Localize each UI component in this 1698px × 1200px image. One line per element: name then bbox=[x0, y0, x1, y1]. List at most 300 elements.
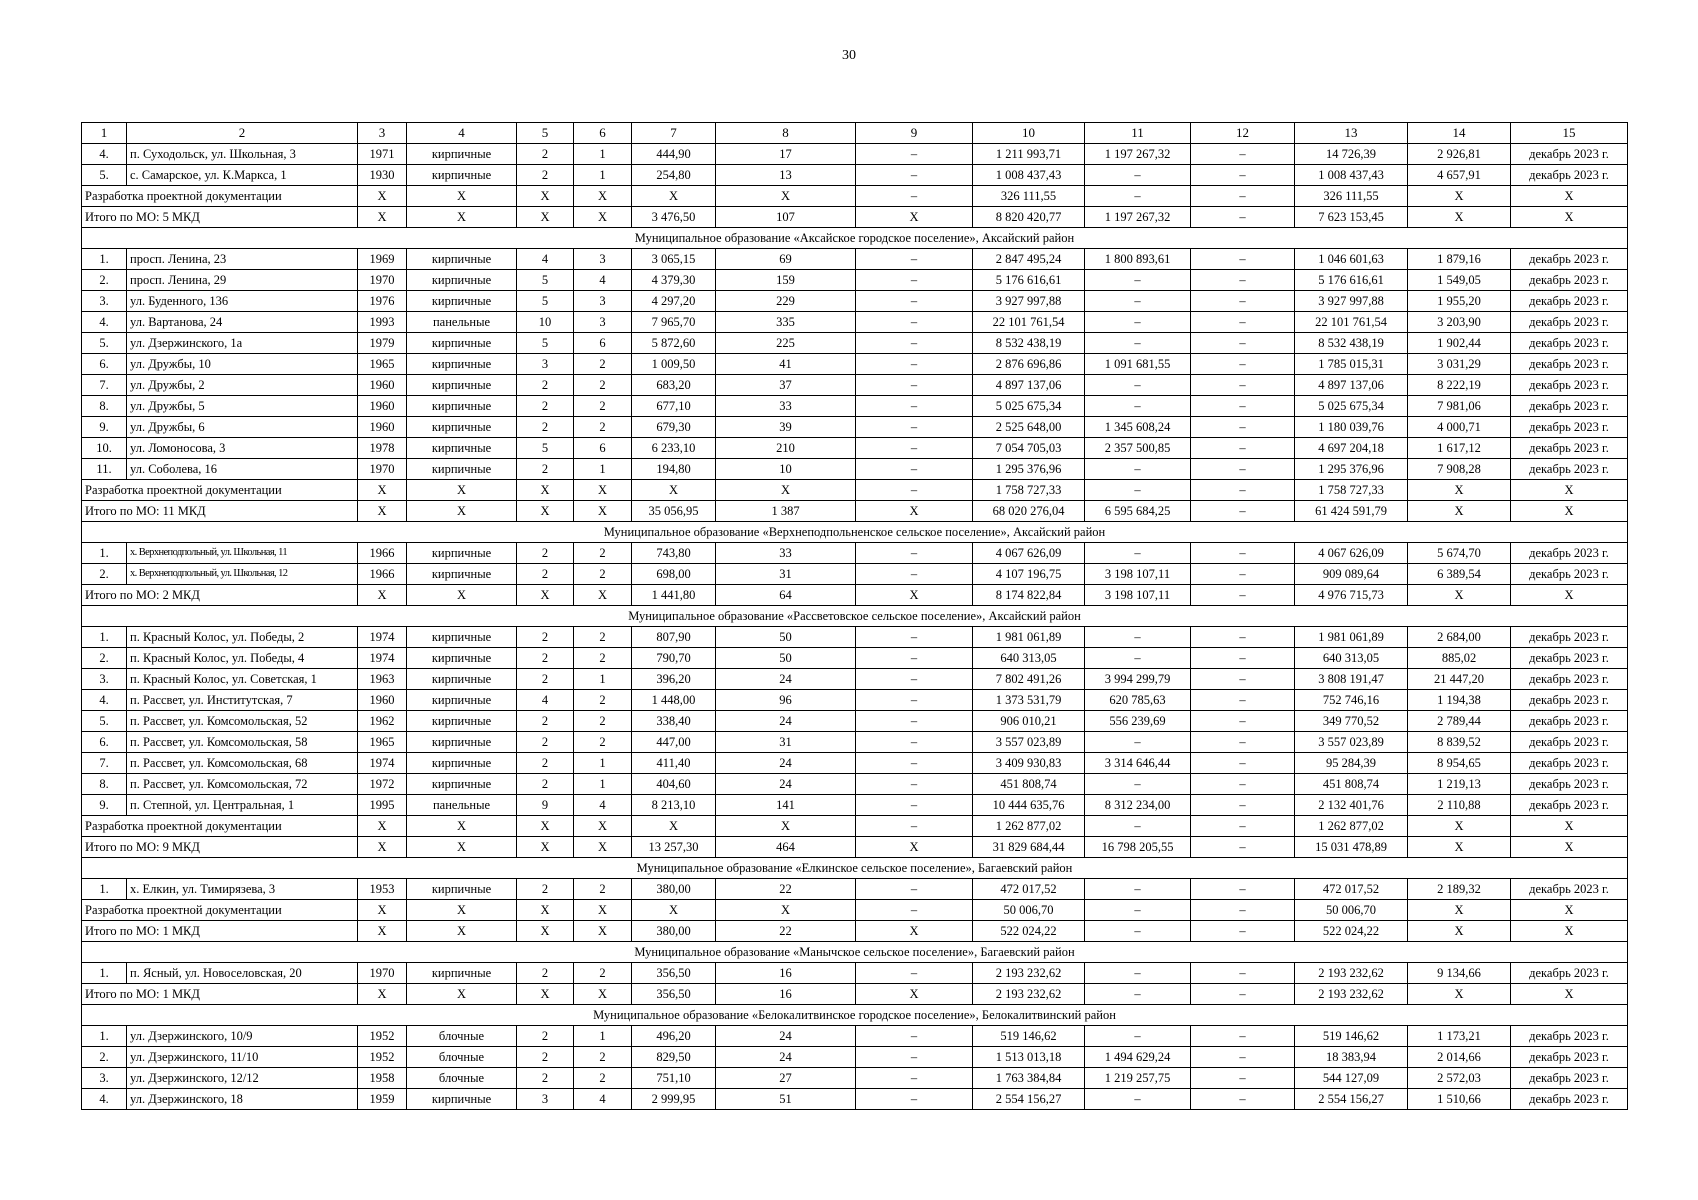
table-cell: Х bbox=[407, 501, 517, 522]
table-cell: Х bbox=[407, 900, 517, 921]
table-cell: 5 176 616,61 bbox=[973, 270, 1085, 291]
table-cell: 95 284,39 bbox=[1295, 753, 1408, 774]
table-cell: 411,40 bbox=[632, 753, 716, 774]
table-cell: – bbox=[1191, 900, 1295, 921]
table-cell: 2 bbox=[517, 543, 574, 564]
table-cell: Х bbox=[407, 207, 517, 228]
table-cell: 1 bbox=[574, 144, 632, 165]
column-number: 15 bbox=[1511, 123, 1628, 144]
column-number: 14 bbox=[1408, 123, 1511, 144]
table-cell: – bbox=[856, 291, 973, 312]
address-cell: ул. Дзержинского, 1а bbox=[127, 333, 358, 354]
table-cell: 5 bbox=[517, 291, 574, 312]
table-cell: декабрь 2023 г. bbox=[1511, 165, 1628, 186]
table-cell: 4 067 626,09 bbox=[973, 543, 1085, 564]
table-cell: декабрь 2023 г. bbox=[1511, 438, 1628, 459]
address-cell: ул. Дзержинского, 11/10 bbox=[127, 1047, 358, 1068]
table-cell: 2 193 232,62 bbox=[1295, 984, 1408, 1005]
table-cell: 1 197 267,32 bbox=[1085, 144, 1191, 165]
table-cell: 752 746,16 bbox=[1295, 690, 1408, 711]
summary-row bbox=[82, 984, 1628, 1005]
table-cell: 210 bbox=[716, 438, 856, 459]
table-cell: 3 557 023,89 bbox=[973, 732, 1085, 753]
table-cell: 1 211 993,71 bbox=[973, 144, 1085, 165]
address-cell: ул. Дружбы, 6 bbox=[127, 417, 358, 438]
table-cell: 1 173,21 bbox=[1408, 1026, 1511, 1047]
table-cell: 2 bbox=[517, 879, 574, 900]
table-cell: 8 954,65 bbox=[1408, 753, 1511, 774]
address-cell: п. Рассвет, ул. Комсомольская, 58 bbox=[127, 732, 358, 753]
table-cell: 2 bbox=[574, 396, 632, 417]
table-cell: 4 107 196,75 bbox=[973, 564, 1085, 585]
table-cell: Х bbox=[574, 207, 632, 228]
table-cell: декабрь 2023 г. bbox=[1511, 459, 1628, 480]
table-cell: декабрь 2023 г. bbox=[1511, 249, 1628, 270]
table-cell: Х bbox=[856, 921, 973, 942]
row-number-cell: 4. bbox=[82, 144, 127, 165]
table-cell: Х bbox=[358, 816, 407, 837]
table-cell: 2 bbox=[517, 144, 574, 165]
table-cell: 61 424 591,79 bbox=[1295, 501, 1408, 522]
table-cell: – bbox=[1191, 375, 1295, 396]
table-cell: – bbox=[1085, 396, 1191, 417]
table-cell: 35 056,95 bbox=[632, 501, 716, 522]
table-cell: Х bbox=[358, 921, 407, 942]
table-cell: 1 bbox=[574, 774, 632, 795]
table-cell: 225 bbox=[716, 333, 856, 354]
table-cell: – bbox=[1085, 543, 1191, 564]
row-number-cell: 6. bbox=[82, 354, 127, 375]
table-cell: 1966 bbox=[358, 543, 407, 564]
table-cell: – bbox=[856, 144, 973, 165]
table-cell: 2 bbox=[517, 459, 574, 480]
table-cell: – bbox=[856, 1089, 973, 1110]
table-cell: 698,00 bbox=[632, 564, 716, 585]
table-cell: 16 bbox=[716, 963, 856, 984]
table-cell: 1962 bbox=[358, 711, 407, 732]
table-cell: Х bbox=[716, 480, 856, 501]
table-cell: Х bbox=[407, 585, 517, 606]
table-cell: 1 219 257,75 bbox=[1085, 1068, 1191, 1089]
table-cell: 50 006,70 bbox=[1295, 900, 1408, 921]
table-cell: 3 065,15 bbox=[632, 249, 716, 270]
table-body bbox=[82, 123, 1628, 1110]
table-cell: – bbox=[1085, 921, 1191, 942]
table-cell: 1 758 727,33 bbox=[1295, 480, 1408, 501]
table-cell: – bbox=[1085, 627, 1191, 648]
table-cell: Х bbox=[716, 186, 856, 207]
table-cell: – bbox=[1191, 312, 1295, 333]
table-cell: 447,00 bbox=[632, 732, 716, 753]
table-cell: 8 213,10 bbox=[632, 795, 716, 816]
section-header-row bbox=[82, 858, 1628, 879]
table-cell: 620 785,63 bbox=[1085, 690, 1191, 711]
row-number-cell: 2. bbox=[82, 270, 127, 291]
table-cell: – bbox=[1085, 900, 1191, 921]
table-cell: 3 bbox=[574, 291, 632, 312]
table-cell: декабрь 2023 г. bbox=[1511, 270, 1628, 291]
row-number-cell: 4. bbox=[82, 1089, 127, 1110]
address-cell: ул. Дружбы, 2 bbox=[127, 375, 358, 396]
table-cell: – bbox=[856, 690, 973, 711]
table-cell: кирпичные bbox=[407, 249, 517, 270]
row-number-cell: 3. bbox=[82, 291, 127, 312]
table-cell: кирпичные bbox=[407, 564, 517, 585]
table-row bbox=[82, 1047, 1628, 1068]
table-cell: – bbox=[1085, 648, 1191, 669]
table-cell: Х bbox=[517, 501, 574, 522]
table-cell: 1966 bbox=[358, 564, 407, 585]
address-cell: п. Рассвет, ул. Комсомольская, 72 bbox=[127, 774, 358, 795]
table-cell: Х bbox=[856, 837, 973, 858]
table-cell: Х bbox=[856, 501, 973, 522]
table-row bbox=[82, 774, 1628, 795]
table-cell: 1 448,00 bbox=[632, 690, 716, 711]
table-cell: 2 bbox=[517, 774, 574, 795]
table-cell: декабрь 2023 г. bbox=[1511, 795, 1628, 816]
table-cell: 1 046 601,63 bbox=[1295, 249, 1408, 270]
table-cell: 556 239,69 bbox=[1085, 711, 1191, 732]
table-cell: Х bbox=[517, 900, 574, 921]
table-cell: 24 bbox=[716, 1026, 856, 1047]
table-cell: 3 927 997,88 bbox=[1295, 291, 1408, 312]
section-header-row bbox=[82, 942, 1628, 963]
table-cell: 829,50 bbox=[632, 1047, 716, 1068]
table-cell: Х bbox=[517, 186, 574, 207]
table-cell: – bbox=[1085, 732, 1191, 753]
table-cell: Х bbox=[632, 186, 716, 207]
summary-label: Итого по МО: 1 МКД bbox=[82, 921, 358, 942]
table-cell: 4 897 137,06 bbox=[1295, 375, 1408, 396]
table-cell: 356,50 bbox=[632, 984, 716, 1005]
table-cell: 2 bbox=[574, 879, 632, 900]
table-cell: – bbox=[1191, 1068, 1295, 1089]
table-cell: 349 770,52 bbox=[1295, 711, 1408, 732]
table-cell: 51 bbox=[716, 1089, 856, 1110]
table-cell: Х bbox=[574, 585, 632, 606]
address-cell: п. Ясный, ул. Новоселовская, 20 bbox=[127, 963, 358, 984]
row-number-cell: 5. bbox=[82, 333, 127, 354]
table-cell: 1930 bbox=[358, 165, 407, 186]
table-row bbox=[82, 396, 1628, 417]
table-row bbox=[82, 1026, 1628, 1047]
table-cell: 2 bbox=[517, 1047, 574, 1068]
table-cell: 807,90 bbox=[632, 627, 716, 648]
address-cell: х. Елкин, ул. Тимирязева, 3 bbox=[127, 879, 358, 900]
table-cell: 380,00 bbox=[632, 921, 716, 942]
table-cell: – bbox=[856, 564, 973, 585]
table-cell: декабрь 2023 г. bbox=[1511, 1047, 1628, 1068]
table-cell: 22 bbox=[716, 879, 856, 900]
table-cell: Х bbox=[574, 501, 632, 522]
table-cell: – bbox=[856, 1068, 973, 1089]
table-cell: 1 bbox=[574, 669, 632, 690]
table-cell: 3 557 023,89 bbox=[1295, 732, 1408, 753]
row-number-cell: 1. bbox=[82, 879, 127, 900]
table-cell: 1 955,20 bbox=[1408, 291, 1511, 312]
table-cell: – bbox=[856, 816, 973, 837]
table-cell: 677,10 bbox=[632, 396, 716, 417]
table-cell: 1960 bbox=[358, 690, 407, 711]
row-number-cell: 2. bbox=[82, 648, 127, 669]
table-cell: – bbox=[1085, 375, 1191, 396]
address-cell: ул. Соболева, 16 bbox=[127, 459, 358, 480]
section-title: Муниципальное образование «Верхнеподпольненское сельское поселение», Аксайский район bbox=[82, 522, 1628, 543]
table-cell: 2 132 401,76 bbox=[1295, 795, 1408, 816]
table-cell: 1 008 437,43 bbox=[1295, 165, 1408, 186]
table-cell: 1 373 531,79 bbox=[973, 690, 1085, 711]
table-cell: Х bbox=[407, 837, 517, 858]
table-row bbox=[82, 711, 1628, 732]
table-cell: 472 017,52 bbox=[973, 879, 1085, 900]
table-cell: 8 532 438,19 bbox=[1295, 333, 1408, 354]
address-cell: п. Красный Колос, ул. Советская, 1 bbox=[127, 669, 358, 690]
table-cell: 396,20 bbox=[632, 669, 716, 690]
table-cell: 6 389,54 bbox=[1408, 564, 1511, 585]
table-cell: 2 bbox=[574, 354, 632, 375]
table-cell: 1 510,66 bbox=[1408, 1089, 1511, 1110]
table-cell: 5 bbox=[517, 270, 574, 291]
table-cell: декабрь 2023 г. bbox=[1511, 417, 1628, 438]
summary-row bbox=[82, 816, 1628, 837]
address-cell: п. Красный Колос, ул. Победы, 4 bbox=[127, 648, 358, 669]
table-cell: Х bbox=[358, 837, 407, 858]
table-cell: 3 bbox=[517, 1089, 574, 1110]
table-cell: 37 bbox=[716, 375, 856, 396]
table-cell: – bbox=[1085, 774, 1191, 795]
table-cell: – bbox=[1191, 207, 1295, 228]
table-row bbox=[82, 543, 1628, 564]
table-cell: 31 bbox=[716, 564, 856, 585]
address-cell: х. Верхнеподпольный, ул. Школьная, 12 bbox=[127, 564, 358, 585]
table-cell: кирпичные bbox=[407, 417, 517, 438]
table-cell: Х bbox=[1511, 921, 1628, 942]
table-cell: 451 808,74 bbox=[1295, 774, 1408, 795]
table-cell: – bbox=[856, 963, 973, 984]
table-row bbox=[82, 249, 1628, 270]
table-row bbox=[82, 291, 1628, 312]
table-cell: – bbox=[1191, 396, 1295, 417]
table-cell: – bbox=[1191, 669, 1295, 690]
section-header-row bbox=[82, 522, 1628, 543]
table-cell: 2 bbox=[517, 1026, 574, 1047]
table-cell: декабрь 2023 г. bbox=[1511, 669, 1628, 690]
table-row bbox=[82, 1089, 1628, 1110]
table-cell: 2 bbox=[517, 711, 574, 732]
table-cell: 31 829 684,44 bbox=[973, 837, 1085, 858]
table-cell: 2 bbox=[574, 1047, 632, 1068]
table-cell: – bbox=[856, 270, 973, 291]
address-cell: ул. Дзержинского, 18 bbox=[127, 1089, 358, 1110]
address-cell: п. Рассвет, ул. Комсомольская, 52 bbox=[127, 711, 358, 732]
table-row bbox=[82, 669, 1628, 690]
table-cell: 2 999,95 bbox=[632, 1089, 716, 1110]
table-row bbox=[82, 564, 1628, 585]
table-cell: 885,02 bbox=[1408, 648, 1511, 669]
section-title: Муниципальное образование «Елкинское сельское поселение», Багаевский район bbox=[82, 858, 1628, 879]
table-cell: кирпичные bbox=[407, 144, 517, 165]
table-cell: Х bbox=[407, 186, 517, 207]
table-cell: 16 bbox=[716, 984, 856, 1005]
address-cell: ул. Дружбы, 10 bbox=[127, 354, 358, 375]
table-cell: 141 bbox=[716, 795, 856, 816]
table-cell: 404,60 bbox=[632, 774, 716, 795]
summary-label: Разработка проектной документации bbox=[82, 480, 358, 501]
table-cell: 1978 bbox=[358, 438, 407, 459]
table-cell: – bbox=[1191, 564, 1295, 585]
table-cell: 1963 bbox=[358, 669, 407, 690]
address-cell: ул. Ломоносова, 3 bbox=[127, 438, 358, 459]
table-cell: 1974 bbox=[358, 627, 407, 648]
table-cell: 5 176 616,61 bbox=[1295, 270, 1408, 291]
table-cell: – bbox=[1191, 732, 1295, 753]
address-cell: х. Верхнеподпольный, ул. Школьная, 11 bbox=[127, 543, 358, 564]
table-cell: 7 981,06 bbox=[1408, 396, 1511, 417]
table-cell: Х bbox=[517, 816, 574, 837]
table-cell: декабрь 2023 г. bbox=[1511, 753, 1628, 774]
table-cell: 1 219,13 bbox=[1408, 774, 1511, 795]
table-cell: – bbox=[1191, 585, 1295, 606]
table-cell: – bbox=[1191, 984, 1295, 1005]
table-cell: 2 bbox=[517, 732, 574, 753]
table-cell: 3 bbox=[517, 354, 574, 375]
table-cell: 1952 bbox=[358, 1026, 407, 1047]
table-cell: 522 024,22 bbox=[1295, 921, 1408, 942]
table-cell: Х bbox=[1511, 186, 1628, 207]
table-cell: 2 554 156,27 bbox=[973, 1089, 1085, 1110]
table-cell: 4 bbox=[574, 795, 632, 816]
table-cell: блочные bbox=[407, 1047, 517, 1068]
table-cell: 6 bbox=[574, 333, 632, 354]
table-row bbox=[82, 312, 1628, 333]
column-number-row bbox=[82, 123, 1628, 144]
table-cell: блочные bbox=[407, 1026, 517, 1047]
table-cell: 1953 bbox=[358, 879, 407, 900]
table-cell: 2 bbox=[574, 564, 632, 585]
table-cell: 24 bbox=[716, 774, 856, 795]
table-cell: – bbox=[856, 795, 973, 816]
row-number-cell: 9. bbox=[82, 417, 127, 438]
table-cell: 7 965,70 bbox=[632, 312, 716, 333]
table-cell: 5 025 675,34 bbox=[1295, 396, 1408, 417]
table-cell: Х bbox=[517, 984, 574, 1005]
table-cell: кирпичные bbox=[407, 648, 517, 669]
row-number-cell: 10. bbox=[82, 438, 127, 459]
table-cell: 683,20 bbox=[632, 375, 716, 396]
table-cell: 1960 bbox=[358, 375, 407, 396]
table-cell: – bbox=[1085, 312, 1191, 333]
table-cell: Х bbox=[517, 837, 574, 858]
table-cell: 496,20 bbox=[632, 1026, 716, 1047]
table-cell: 2 bbox=[517, 669, 574, 690]
summary-label: Итого по МО: 11 МКД bbox=[82, 501, 358, 522]
table-cell: – bbox=[1191, 333, 1295, 354]
table-cell: 4 657,91 bbox=[1408, 165, 1511, 186]
table-cell: Х bbox=[1408, 900, 1511, 921]
address-cell: ул. Дзержинского, 12/12 bbox=[127, 1068, 358, 1089]
table-cell: 3 808 191,47 bbox=[1295, 669, 1408, 690]
table-cell: Х bbox=[716, 816, 856, 837]
table-cell: 2 bbox=[574, 963, 632, 984]
table-cell: кирпичные bbox=[407, 438, 517, 459]
table-cell: 1 197 267,32 bbox=[1085, 207, 1191, 228]
table-cell: 3 bbox=[574, 249, 632, 270]
table-cell: 1 295 376,96 bbox=[973, 459, 1085, 480]
table-cell: – bbox=[1191, 921, 1295, 942]
table-cell: 2 bbox=[517, 648, 574, 669]
table-cell: 3 927 997,88 bbox=[973, 291, 1085, 312]
table-cell: 2 554 156,27 bbox=[1295, 1089, 1408, 1110]
row-number-cell: 2. bbox=[82, 1047, 127, 1068]
table-cell: 2 847 495,24 bbox=[973, 249, 1085, 270]
row-number-cell: 1. bbox=[82, 963, 127, 984]
table-cell: 2 bbox=[574, 543, 632, 564]
table-cell: 5 025 675,34 bbox=[973, 396, 1085, 417]
table-cell: – bbox=[856, 333, 973, 354]
address-cell: с. Самарское, ул. К.Маркса, 1 bbox=[127, 165, 358, 186]
table-cell: Х bbox=[1511, 501, 1628, 522]
table-cell: 27 bbox=[716, 1068, 856, 1089]
table-cell: – bbox=[1191, 1026, 1295, 1047]
table-cell: – bbox=[1191, 795, 1295, 816]
table-cell: декабрь 2023 г. bbox=[1511, 354, 1628, 375]
table-cell: Х bbox=[517, 585, 574, 606]
table-cell: 22 bbox=[716, 921, 856, 942]
table-cell: Х bbox=[632, 480, 716, 501]
table-cell: кирпичные bbox=[407, 879, 517, 900]
table-cell: 7 802 491,26 bbox=[973, 669, 1085, 690]
table-row bbox=[82, 144, 1628, 165]
table-cell: 5 bbox=[517, 333, 574, 354]
table-cell: 2 bbox=[517, 963, 574, 984]
table-cell: Х bbox=[574, 984, 632, 1005]
table-row bbox=[82, 627, 1628, 648]
table-cell: 4 bbox=[517, 249, 574, 270]
table-cell: – bbox=[1085, 984, 1191, 1005]
table-cell: Х bbox=[574, 186, 632, 207]
table-cell: Х bbox=[1408, 984, 1511, 1005]
summary-label: Разработка проектной документации bbox=[82, 900, 358, 921]
address-cell: просп. Ленина, 29 bbox=[127, 270, 358, 291]
table-cell: Х bbox=[358, 900, 407, 921]
table-cell: – bbox=[1191, 816, 1295, 837]
table-cell: 6 595 684,25 bbox=[1085, 501, 1191, 522]
table-cell: 1 513 013,18 bbox=[973, 1047, 1085, 1068]
table-cell: – bbox=[856, 648, 973, 669]
table-cell: декабрь 2023 г. bbox=[1511, 648, 1628, 669]
table-cell: 1972 bbox=[358, 774, 407, 795]
table-cell: 7 054 705,03 bbox=[973, 438, 1085, 459]
column-number: 2 bbox=[127, 123, 358, 144]
table-cell: 4 bbox=[574, 270, 632, 291]
column-number: 9 bbox=[856, 123, 973, 144]
table-cell: – bbox=[1191, 501, 1295, 522]
table-cell: – bbox=[1191, 879, 1295, 900]
table-cell: 1 008 437,43 bbox=[973, 165, 1085, 186]
table-cell: 8 532 438,19 bbox=[973, 333, 1085, 354]
table-cell: 2 357 500,85 bbox=[1085, 438, 1191, 459]
table-cell: панельные bbox=[407, 795, 517, 816]
table-cell: Х bbox=[632, 816, 716, 837]
table-cell: блочные bbox=[407, 1068, 517, 1089]
table-cell: Х bbox=[407, 984, 517, 1005]
table-cell: 1 758 727,33 bbox=[973, 480, 1085, 501]
table-cell: Х bbox=[407, 480, 517, 501]
table-cell: Х bbox=[1511, 816, 1628, 837]
table-cell: Х bbox=[716, 900, 856, 921]
table-row bbox=[82, 375, 1628, 396]
table-cell: 9 134,66 bbox=[1408, 963, 1511, 984]
